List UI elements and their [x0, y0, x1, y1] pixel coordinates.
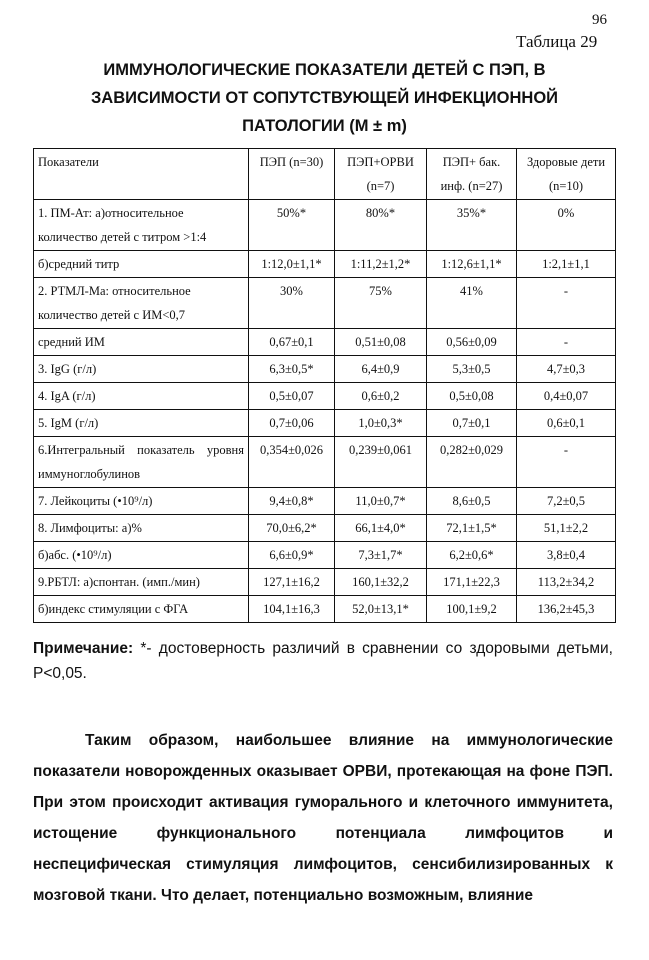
table-row — [34, 515, 616, 542]
table-row — [34, 356, 616, 383]
table-note — [33, 636, 613, 686]
table-cell: 5,3±0,5 — [427, 356, 517, 383]
table-cell: 0,6±0,1 — [517, 410, 616, 437]
table-cell: 0,239±0,061 — [335, 437, 427, 488]
table-cell: 136,2±45,3 — [517, 596, 616, 623]
table-cell: 0,5±0,07 — [249, 383, 335, 410]
table-cell: 1:12,6±1,1* — [427, 251, 517, 278]
table-cell: 6,4±0,9 — [335, 356, 427, 383]
table-cell: 80%* — [335, 200, 427, 251]
row-label: 1. ПМ-Ат: а)относительное количество детей с титром >1:4 — [34, 200, 249, 251]
table-cell: 70,0±6,2* — [249, 515, 335, 542]
table-cell: 113,2±34,2 — [517, 569, 616, 596]
column-header: ПЭП+ОРВИ (n=7) — [335, 149, 427, 200]
row-label: 8. Лимфоциты: а)% — [34, 515, 249, 542]
table-cell: 50%* — [249, 200, 335, 251]
row-label: б)абс. (•10⁹/л) — [34, 542, 249, 569]
table-cell: 35%* — [427, 200, 517, 251]
table-cell: 3,8±0,4 — [517, 542, 616, 569]
table-row — [34, 383, 616, 410]
table-cell: 30% — [249, 278, 335, 329]
table-row — [34, 569, 616, 596]
table-cell: 6,3±0,5* — [249, 356, 335, 383]
table-cell: 160,1±32,2 — [335, 569, 427, 596]
table-cell: 0,5±0,08 — [427, 383, 517, 410]
table-header-row — [34, 149, 616, 200]
table-cell: 0,7±0,1 — [427, 410, 517, 437]
row-label: средний ИМ — [34, 329, 249, 356]
table-cell: 171,1±22,3 — [427, 569, 517, 596]
column-header: Здоровые дети (n=10) — [517, 149, 616, 200]
table-cell: 75% — [335, 278, 427, 329]
table-body — [34, 200, 616, 623]
row-label: 7. Лейкоциты (•10⁹/л) — [34, 488, 249, 515]
table-title — [40, 56, 609, 140]
table-row — [34, 437, 616, 488]
table-cell: 7,3±1,7* — [335, 542, 427, 569]
table-cell: 0,6±0,2 — [335, 383, 427, 410]
note-text: *- достоверность различий в сравнении со здоровыми детьми, P<0,05. — [33, 640, 613, 682]
table-cell: 0,354±0,026 — [249, 437, 335, 488]
table-row — [34, 542, 616, 569]
body-paragraph: Таким образом, наибольшее влияние на иммунологические показатели новорожденных оказывает ОРВИ, протекающая на фоне ПЭП. При этом происходит активация гуморального и клеточного иммунитета, истощение функционального потенциала лимфоцитов и неспецифическая стимуляция лимфоцитов, сенсибилизированных к мозговой ткани. Что делает, потенциально возможным, влияние — [33, 732, 613, 904]
column-header: Показатели — [34, 149, 249, 200]
row-label: 9.РБТЛ: а)спонтан. (имп./мин) — [34, 569, 249, 596]
table-cell: 0,7±0,06 — [249, 410, 335, 437]
table-row — [34, 596, 616, 623]
table-row — [34, 488, 616, 515]
table-cell: 0% — [517, 200, 616, 251]
table-cell: 8,6±0,5 — [427, 488, 517, 515]
row-label: б)средний титр — [34, 251, 249, 278]
table-row — [34, 200, 616, 251]
table-cell: 72,1±1,5* — [427, 515, 517, 542]
title-line: ИММУНОЛОГИЧЕСКИЕ ПОКАЗАТЕЛИ ДЕТЕЙ С ПЭП, В — [103, 61, 546, 79]
table-cell: 0,4±0,07 — [517, 383, 616, 410]
table-label: Таблица 29 — [516, 32, 598, 51]
table-cell: 4,7±0,3 — [517, 356, 616, 383]
table-row — [34, 410, 616, 437]
column-header: ПЭП+ бак. инф. (n=27) — [427, 149, 517, 200]
row-label: 4. IgA (г/л) — [34, 383, 249, 410]
table-row — [34, 278, 616, 329]
row-label: 3. IgG (г/л) — [34, 356, 249, 383]
table-cell: 1:2,1±1,1 — [517, 251, 616, 278]
table-cell: 1:12,0±1,1* — [249, 251, 335, 278]
table-cell: 6,2±0,6* — [427, 542, 517, 569]
table-cell: 9,4±0,8* — [249, 488, 335, 515]
table-cell: 100,1±9,2 — [427, 596, 517, 623]
table-cell: 1:11,2±1,2* — [335, 251, 427, 278]
table-cell: 51,1±2,2 — [517, 515, 616, 542]
immunology-table — [33, 148, 616, 623]
title-line: ПАТОЛОГИИ (М ± m) — [242, 117, 407, 135]
table-cell: 7,2±0,5 — [517, 488, 616, 515]
table-cell: - — [517, 437, 616, 488]
table-cell: 0,282±0,029 — [427, 437, 517, 488]
table-cell: 52,0±13,1* — [335, 596, 427, 623]
table-cell: 0,56±0,09 — [427, 329, 517, 356]
column-header: ПЭП (n=30) — [249, 149, 335, 200]
table-cell: 11,0±0,7* — [335, 488, 427, 515]
table-cell: 127,1±16,2 — [249, 569, 335, 596]
table-cell: 104,1±16,3 — [249, 596, 335, 623]
table-cell: 41% — [427, 278, 517, 329]
table-cell: 0,67±0,1 — [249, 329, 335, 356]
row-label: 6.Интегральный показатель уровня иммуноглобулинов — [34, 437, 249, 488]
table-cell: 0,51±0,08 — [335, 329, 427, 356]
table-row — [34, 251, 616, 278]
table-row — [34, 329, 616, 356]
page-number: 96 — [592, 12, 607, 28]
row-label: 2. РТМЛ-Ма: относительное количество детей с ИМ<0,7 — [34, 278, 249, 329]
row-label: б)индекс стимуляции с ФГА — [34, 596, 249, 623]
row-label: 5. IgM (г/л) — [34, 410, 249, 437]
title-line: ЗАВИСИМОСТИ ОТ СОПУТСТВУЮЩЕЙ ИНФЕКЦИОННОЙ — [90, 89, 559, 107]
note-label: Примечание: — [33, 640, 134, 657]
table-cell: 66,1±4,0* — [335, 515, 427, 542]
table-cell: - — [517, 278, 616, 329]
table-cell: 6,6±0,9* — [249, 542, 335, 569]
table-cell: 1,0±0,3* — [335, 410, 427, 437]
table-cell: - — [517, 329, 616, 356]
